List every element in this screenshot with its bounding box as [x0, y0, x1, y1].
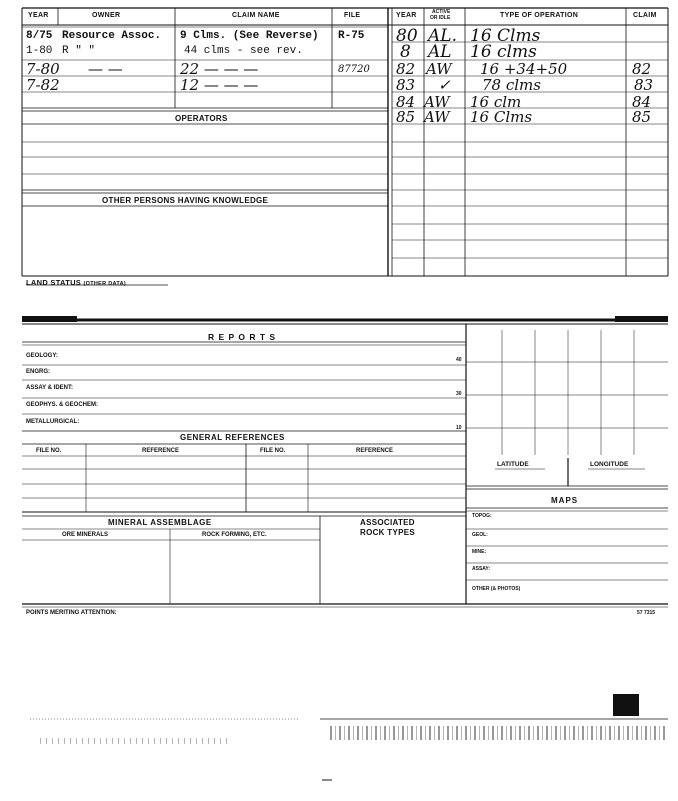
activity-row-3-status: AW: [426, 60, 452, 78]
header-owner: OWNER: [92, 12, 121, 19]
report-geophys-label: GEOPHYS. & GEOCHEM:: [26, 402, 99, 408]
header-file: FILE: [344, 12, 361, 19]
ore-minerals-label: ORE MINERALS: [62, 532, 109, 538]
associated-label: ASSOCIATED: [360, 518, 415, 527]
activity-row-5-status: AW: [424, 93, 450, 111]
activity-row-2-year: 8: [400, 42, 411, 62]
scan-noise: [40, 738, 230, 744]
activity-row-3-year: 82: [396, 60, 416, 78]
report-geology-label: GEOLOGY:: [26, 353, 58, 359]
rock-forming-label: ROCK FORMING, ETC.: [202, 532, 267, 538]
points-meriting-attention-label: POINTS MERITING ATTENTION:: [26, 610, 117, 616]
header-active: ACTIVE: [432, 9, 451, 15]
report-engrg-label: ENGRG:: [26, 369, 50, 375]
activity-row-3-claim: 82: [632, 60, 652, 78]
general-references-title: GENERAL REFERENCES: [180, 433, 285, 442]
ref-col-file-no-2: FILE NO.: [260, 448, 286, 454]
claim-row-2-owner: R " ": [62, 45, 96, 57]
activity-row-2-status: AL: [428, 42, 452, 62]
header-claim-name: CLAIM NAME: [232, 12, 280, 19]
map-mine-label: MINE:: [472, 549, 487, 555]
activity-row-4-year: 83: [396, 76, 416, 94]
rock-types-label: ROCK TYPES: [360, 528, 416, 537]
activity-row-2-operation: 16 clms: [470, 42, 537, 62]
activity-row-4-status: ✓: [438, 76, 451, 94]
maps-title: MAPS: [551, 496, 579, 505]
activity-row-6-claim: 85: [632, 108, 652, 126]
claim-row-3-owner: — —: [88, 60, 123, 78]
header-activity-year: YEAR: [396, 12, 417, 19]
activity-row-1-year: 80: [396, 26, 418, 46]
activity-row-6-operation: 16 Clms: [470, 108, 533, 126]
activity-row-5-year: 84: [396, 93, 416, 111]
scan-smudge: [613, 694, 639, 716]
activity-row-4-operation: 78 clms: [482, 76, 541, 94]
claim-row-1-file: R-75: [338, 30, 365, 42]
ref-col-file-no-1: FILE NO.: [36, 448, 62, 454]
report-metallurgical-label: METALLURGICAL:: [26, 419, 80, 425]
latitude-label: LATITUDE: [497, 461, 529, 468]
map-other-label: OTHER (& PHOTOS): [472, 586, 521, 592]
form-number: 57 7315: [637, 610, 656, 616]
scan-noise: [330, 726, 665, 740]
scan-smudge: [22, 316, 77, 322]
ref-col-reference-1: REFERENCE: [142, 448, 180, 454]
land-status-label: LAND STATUS: [26, 278, 82, 287]
map-geol-label: GEOL:: [472, 532, 488, 538]
header-type-of-operation: TYPE OF OPERATION: [500, 12, 579, 19]
claim-row-4-name: 12 — — —: [180, 76, 259, 94]
activity-row-3-operation: 16 +34+50: [480, 60, 568, 78]
land-status-sub: (OTHER DATA): [83, 281, 126, 287]
ref-col-reference-2: REFERENCE: [356, 448, 394, 454]
report-assay-label: ASSAY & IDENT:: [26, 385, 74, 391]
header-claim: CLAIM: [633, 12, 657, 19]
claim-row-3-year: 7-80: [26, 60, 60, 78]
claim-row-1-name: 9 Clms. (See Reverse): [180, 30, 319, 42]
claim-row-1-owner: Resource Assoc.: [62, 30, 162, 42]
header-idle: OR IDLE: [430, 15, 451, 21]
activity-row-5-operation: 16 clm: [470, 93, 522, 111]
mineral-assemblage-title: MINERAL ASSEMBLAGE: [108, 518, 212, 527]
operators-title: OPERATORS: [175, 114, 228, 123]
claim-row-1-year: 8/75: [26, 30, 53, 42]
activity-row-1-operation: 16 Clms: [470, 26, 541, 46]
activity-row-6-year: 85: [396, 108, 416, 126]
claim-row-2-name: 44 clms - see rev.: [184, 45, 303, 57]
activity-row-5-claim: 84: [632, 93, 652, 111]
claim-row-3-name: 22 — — —: [180, 60, 259, 78]
activity-row-4-claim: 83: [634, 76, 654, 94]
map-topog-label: TOPOG:: [472, 513, 492, 519]
reports-title: R E P O R T S: [208, 332, 277, 342]
longitude-label: LONGITUDE: [590, 461, 629, 468]
map-assay-label: ASSAY:: [472, 566, 491, 572]
activity-row-6-status: AW: [424, 108, 450, 126]
activity-row-1-status: AL.: [428, 26, 457, 46]
report-assay-number: 30: [456, 391, 462, 397]
claim-row-2-year: 1-80: [26, 45, 53, 57]
report-metallurgical-number: 10: [456, 425, 462, 431]
claim-row-3-file: 87720: [338, 64, 370, 75]
other-persons-title: OTHER PERSONS HAVING KNOWLEDGE: [102, 196, 269, 205]
claim-row-4-year: 7-82: [26, 76, 60, 94]
scan-smudge: [615, 316, 668, 322]
report-geology-number: 40: [456, 357, 462, 363]
header-year: YEAR: [28, 12, 49, 19]
land-status-title: [26, 278, 126, 287]
